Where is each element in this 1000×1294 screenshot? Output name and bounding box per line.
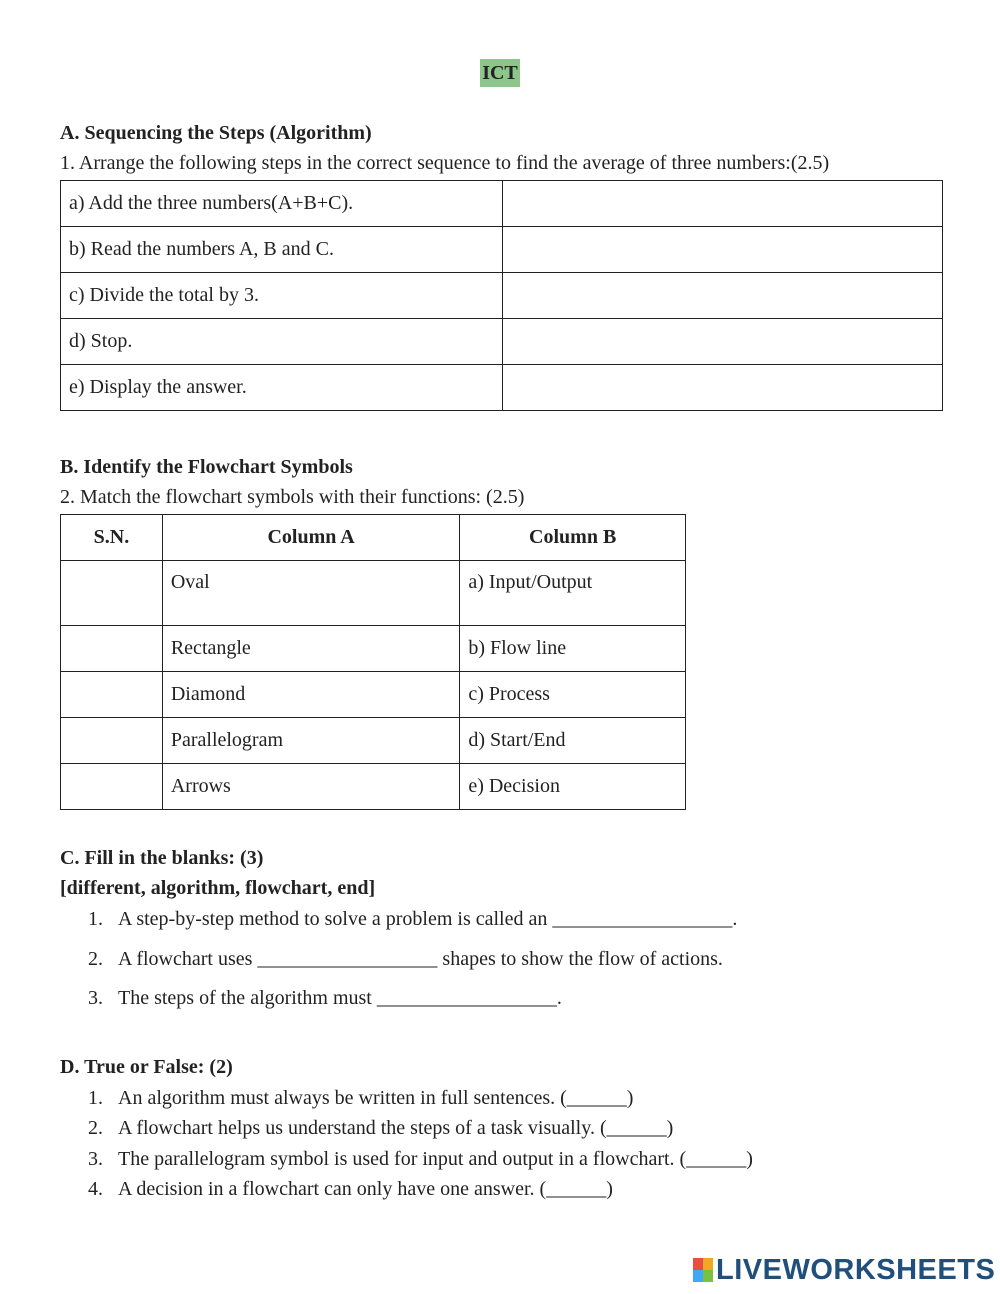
answer-cell[interactable] <box>503 319 943 365</box>
column-b-cell: c) Process <box>460 672 686 718</box>
item-text: A flowchart helps us understand the steps of a task visually. (______) <box>118 1117 674 1139</box>
item-number: 2. <box>88 948 103 970</box>
step-cell: b) Read the numbers A, B and C. <box>61 227 503 273</box>
item-number: 1. <box>88 908 103 930</box>
liveworksheets-logo-icon <box>693 1258 713 1282</box>
column-a-cell: Diamond <box>162 672 459 718</box>
column-a-cell: Oval <box>162 561 459 626</box>
table-row <box>61 227 943 273</box>
section-d-heading: D. True or False: (2) <box>60 1056 233 1078</box>
list-item[interactable] <box>88 907 737 931</box>
answer-cell[interactable] <box>503 273 943 319</box>
column-a-cell: Arrows <box>162 764 459 810</box>
list-item[interactable] <box>88 986 562 1010</box>
item-number: 2. <box>88 1117 103 1139</box>
step-cell: e) Display the answer. <box>61 365 503 411</box>
table-row <box>61 626 686 672</box>
liveworksheets-logo <box>693 1253 995 1287</box>
table-row <box>61 365 943 411</box>
answer-cell[interactable] <box>503 227 943 273</box>
item-text: The steps of the algorithm must __________________. <box>118 987 562 1009</box>
table-row <box>61 181 943 227</box>
sn-answer-cell[interactable] <box>61 561 163 626</box>
item-number: 3. <box>88 1148 103 1170</box>
step-cell: d) Stop. <box>61 319 503 365</box>
list-item[interactable] <box>88 1116 673 1140</box>
list-item[interactable] <box>88 1086 633 1110</box>
worksheet-title: ICT <box>480 59 520 87</box>
sn-answer-cell[interactable] <box>61 718 163 764</box>
column-b-cell: d) Start/End <box>460 718 686 764</box>
answer-cell[interactable] <box>503 181 943 227</box>
sn-answer-cell[interactable] <box>61 764 163 810</box>
table-row <box>61 319 943 365</box>
column-a-cell: Rectangle <box>162 626 459 672</box>
sequence-table <box>60 180 943 411</box>
table-row <box>61 273 943 319</box>
logo-text: LIVEWORKSHEETS <box>716 1253 996 1286</box>
table-row <box>61 718 686 764</box>
item-number: 3. <box>88 987 103 1009</box>
section-c-heading: C. Fill in the blanks: (3) <box>60 847 264 869</box>
section-a-heading: A. Sequencing the Steps (Algorithm) <box>60 122 372 144</box>
list-item[interactable] <box>88 947 723 971</box>
table-header-row <box>61 515 686 561</box>
header-sn: S.N. <box>61 515 163 561</box>
column-b-cell: b) Flow line <box>460 626 686 672</box>
table-row <box>61 672 686 718</box>
item-number: 4. <box>88 1178 103 1200</box>
section-a-question: 1. Arrange the following steps in the correct sequence to find the average of three numbers:(2.5) <box>60 152 830 174</box>
header-column-b: Column B <box>460 515 686 561</box>
step-cell: a) Add the three numbers(A+B+C). <box>61 181 503 227</box>
list-item[interactable] <box>88 1147 753 1171</box>
step-cell: c) Divide the total by 3. <box>61 273 503 319</box>
section-b-question: 2. Match the flowchart symbols with their functions: (2.5) <box>60 486 525 508</box>
column-b-cell: a) Input/Output <box>460 561 686 626</box>
sn-answer-cell[interactable] <box>61 672 163 718</box>
table-row <box>61 561 686 626</box>
header-column-a: Column A <box>162 515 459 561</box>
item-text: An algorithm must always be written in full sentences. (______) <box>118 1087 634 1109</box>
column-b-cell: e) Decision <box>460 764 686 810</box>
item-text: A decision in a flowchart can only have one answer. (______) <box>118 1178 613 1200</box>
item-text: The parallelogram symbol is used for input and output in a flowchart. (______) <box>118 1148 753 1170</box>
title-wrap <box>0 59 1000 87</box>
answer-cell[interactable] <box>503 365 943 411</box>
list-item[interactable] <box>88 1177 613 1201</box>
word-bank: [different, algorithm, flowchart, end] <box>60 877 376 899</box>
table-row <box>61 764 686 810</box>
section-b-heading: B. Identify the Flowchart Symbols <box>60 456 353 478</box>
sn-answer-cell[interactable] <box>61 626 163 672</box>
column-a-cell: Parallelogram <box>162 718 459 764</box>
item-text: A flowchart uses __________________ shapes to show the flow of actions. <box>118 948 723 970</box>
matching-table <box>60 514 686 810</box>
item-number: 1. <box>88 1087 103 1109</box>
item-text: A step-by-step method to solve a problem is called an __________________. <box>118 908 738 930</box>
